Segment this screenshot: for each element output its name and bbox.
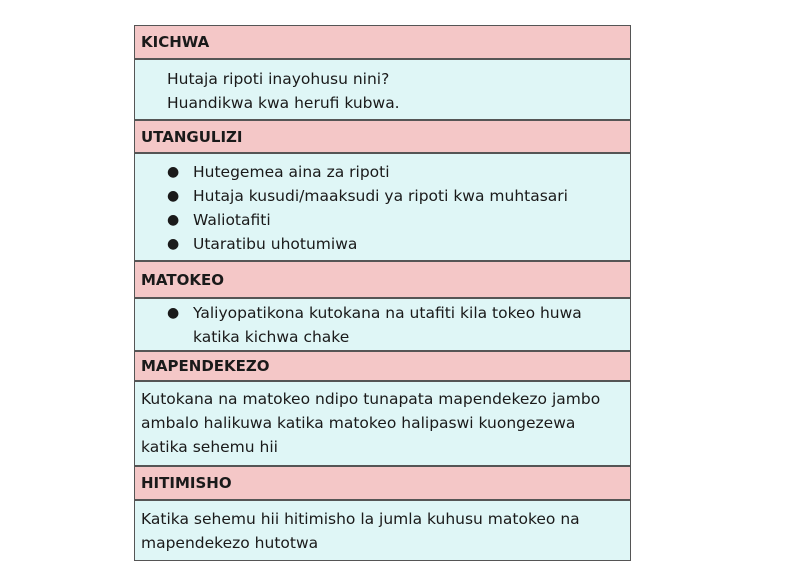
section-body-matokeo: [134, 298, 631, 351]
bullet-icon: ●: [167, 305, 180, 321]
report-structure-table: [134, 25, 631, 561]
bullet-icon: ●: [167, 164, 180, 180]
section-title: KICHWA: [141, 33, 210, 51]
bullet-icon: ●: [167, 212, 180, 228]
body-line: Hutaja ripoti inayohusu nini?: [167, 70, 390, 88]
bullet-icon: ●: [167, 188, 180, 204]
list-item-text: Hutegemea aina za ripoti: [193, 163, 390, 181]
section-header-utangulizi: [134, 120, 631, 153]
bullet-icon: ●: [167, 236, 180, 252]
section-body-mapendekezo: [134, 381, 631, 466]
section-title: HITIMISHO: [141, 474, 232, 492]
list-item-text: Hutaja kusudi/maaksudi ya ripoti kwa muhtasari: [193, 187, 568, 205]
list-item: [167, 208, 630, 232]
list-item: [167, 301, 630, 349]
list-item-text: Yaliyopatikona kutokana na utafiti kila tokeo huwa katika kichwa chake: [193, 304, 582, 346]
list-item: [167, 232, 630, 256]
section-body-utangulizi: [134, 153, 631, 261]
section-body-hitimisho: [134, 500, 631, 561]
section-header-kichwa: [134, 25, 631, 59]
paragraph: Katika sehemu hii hitimisho la jumla kuhusu matokeo na mapendekezo hutotwa: [141, 510, 580, 552]
section-body-kichwa: [134, 59, 631, 120]
section-header-hitimisho: [134, 466, 631, 500]
section-header-mapendekezo: [134, 351, 631, 381]
list-item-text: Waliotafiti: [193, 211, 271, 229]
paragraph: Kutokana na matokeo ndipo tunapata mapendekezo jambo ambalo halikuwa katika matokeo halipaswi kuongezewa katika sehemu hii: [141, 390, 601, 456]
body-line: Huandikwa kwa herufi kubwa.: [167, 94, 400, 112]
list-item: [167, 184, 630, 208]
section-title: MATOKEO: [141, 270, 224, 289]
section-title: MAPENDEKEZO: [141, 357, 270, 375]
section-title: UTANGULIZI: [141, 127, 243, 146]
list-item: [167, 160, 630, 184]
list-item-text: Utaratibu uhotumiwa: [193, 235, 358, 253]
section-header-matokeo: [134, 261, 631, 298]
